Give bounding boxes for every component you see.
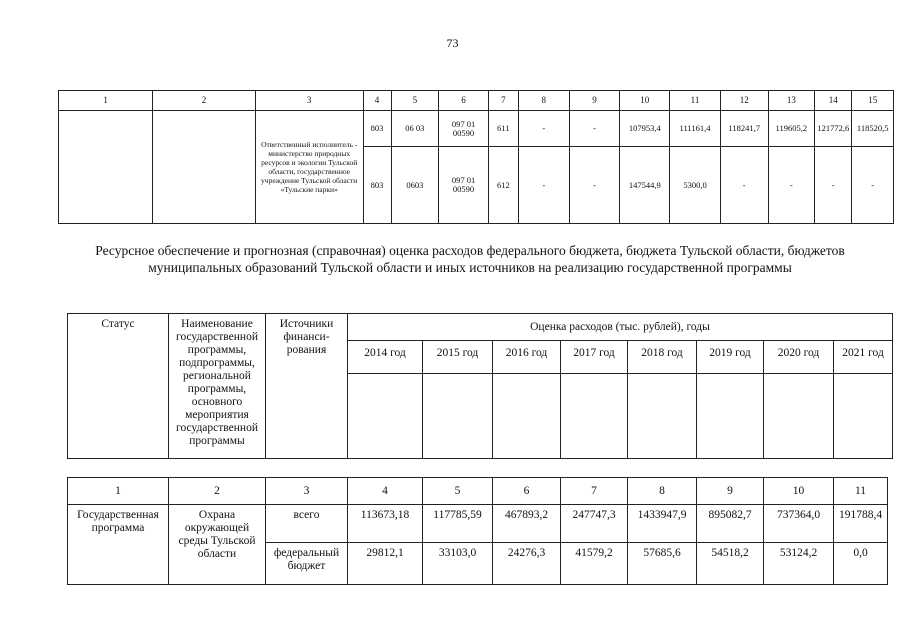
header-cell: 5 bbox=[391, 91, 439, 111]
header-row bbox=[68, 314, 893, 341]
header-cell: 9 bbox=[569, 91, 620, 111]
year-header: 2018 год bbox=[628, 341, 697, 374]
table-cell: 0603 bbox=[391, 147, 439, 224]
year-header: 2019 год bbox=[697, 341, 764, 374]
index-cell: 5 bbox=[423, 478, 493, 505]
header-cell: 10 bbox=[620, 91, 670, 111]
year-header: 2015 год bbox=[423, 341, 493, 374]
table-cell: 107953,4 bbox=[620, 111, 670, 147]
index-cell: 1 bbox=[68, 478, 169, 505]
table-cell: 611 bbox=[488, 111, 518, 147]
index-cell: 4 bbox=[348, 478, 423, 505]
empty-cell bbox=[834, 374, 893, 459]
header-cell: 12 bbox=[720, 91, 768, 111]
index-cell: 2 bbox=[169, 478, 266, 505]
table-cell: 41579,2 bbox=[561, 543, 628, 585]
year-header: 2021 год bbox=[834, 341, 893, 374]
status-header: Статус bbox=[68, 314, 169, 459]
table-cell: 5300,0 bbox=[670, 147, 721, 224]
empty-cell bbox=[493, 374, 561, 459]
header-cell: 8 bbox=[518, 91, 569, 111]
table-cell: - bbox=[569, 111, 620, 147]
table-cell: 113673,18 bbox=[348, 505, 423, 543]
year-header: 2014 год bbox=[348, 341, 423, 374]
table-cell: 191788,4 bbox=[834, 505, 888, 543]
estimate-header: Оценка расходов (тыс. рублей), годы bbox=[348, 314, 893, 341]
empty-cell bbox=[561, 374, 628, 459]
header-row bbox=[59, 91, 894, 111]
index-row bbox=[68, 478, 888, 505]
table-cell: 467893,2 bbox=[493, 505, 561, 543]
table-cell: 895082,7 bbox=[697, 505, 764, 543]
year-header: 2017 год bbox=[561, 341, 628, 374]
name-header: Наименование государственной программы, подпрограммы, региональной программы, основного мероприятия государственной программы bbox=[169, 314, 266, 459]
header-cell: 3 bbox=[255, 91, 363, 111]
appendix-table-top bbox=[58, 90, 894, 224]
source-header: Источники финанси-рования bbox=[266, 314, 348, 459]
table-cell: - bbox=[720, 147, 768, 224]
table-cell: 24276,3 bbox=[493, 543, 561, 585]
resource-table-header bbox=[67, 313, 893, 459]
year-header: 2020 год bbox=[764, 341, 834, 374]
resource-table-body bbox=[67, 477, 888, 585]
index-cell: 6 bbox=[493, 478, 561, 505]
table-cell: 118520,5 bbox=[852, 111, 894, 147]
funding-source: всего bbox=[266, 505, 348, 543]
responsible-executor: Ответственный исполнитель - министерство природных ресурсов и экологии Тульской области, государственное учреждение Тульской области «Тульские парки» bbox=[255, 111, 363, 224]
index-cell: 10 bbox=[764, 478, 834, 505]
header-cell: 2 bbox=[153, 91, 256, 111]
table-cell: - bbox=[569, 147, 620, 224]
table-cell: - bbox=[518, 147, 569, 224]
table-cell: 119605,2 bbox=[768, 111, 815, 147]
page-number: 73 bbox=[446, 36, 459, 50]
header-cell: 1 bbox=[59, 91, 153, 111]
table-row bbox=[59, 111, 894, 147]
header-cell: 4 bbox=[363, 91, 391, 111]
table-cell: 1433947,9 bbox=[628, 505, 697, 543]
table-cell: 53124,2 bbox=[764, 543, 834, 585]
index-cell: 3 bbox=[266, 478, 348, 505]
year-header: 2016 год bbox=[493, 341, 561, 374]
header-cell: 6 bbox=[439, 91, 489, 111]
index-cell: 7 bbox=[561, 478, 628, 505]
table-row bbox=[68, 505, 888, 543]
table-cell: 803 bbox=[363, 147, 391, 224]
table-cell: - bbox=[518, 111, 569, 147]
program-status: Государственная программа bbox=[68, 505, 169, 585]
program-name: Охрана окружающей среды Тульской области bbox=[169, 505, 266, 585]
index-cell: 11 bbox=[834, 478, 888, 505]
table-cell: - bbox=[815, 147, 852, 224]
header-cell: 15 bbox=[852, 91, 894, 111]
table-cell: 097 01 00590 bbox=[439, 111, 489, 147]
table-cell: 33103,0 bbox=[423, 543, 493, 585]
funding-source: федеральный бюджет bbox=[266, 543, 348, 585]
table-cell: 612 bbox=[488, 147, 518, 224]
section-title: Ресурсное обеспечение и прогнозная (справочная) оценка расходов федерального бюджета, бюджета Тульской области, бюджетов муниципальных образований Тульской области и иных источников на реализацию государственной программы bbox=[95, 243, 845, 275]
table-cell: - bbox=[852, 147, 894, 224]
table-cell: 54518,2 bbox=[697, 543, 764, 585]
header-cell: 14 bbox=[815, 91, 852, 111]
table-cell: 57685,6 bbox=[628, 543, 697, 585]
table-cell: 247747,3 bbox=[561, 505, 628, 543]
empty-cell bbox=[764, 374, 834, 459]
empty-cell bbox=[348, 374, 423, 459]
empty-cell bbox=[423, 374, 493, 459]
header-cell: 7 bbox=[488, 91, 518, 111]
table-cell: 147544,9 bbox=[620, 147, 670, 224]
table-cell: 737364,0 bbox=[764, 505, 834, 543]
table-cell: 097 01 00590 bbox=[439, 147, 489, 224]
empty-cell bbox=[628, 374, 697, 459]
table-cell: 06 03 bbox=[391, 111, 439, 147]
table-cell: 0,0 bbox=[834, 543, 888, 585]
table-cell: 803 bbox=[363, 111, 391, 147]
table-cell: 29812,1 bbox=[348, 543, 423, 585]
empty-cell bbox=[697, 374, 764, 459]
empty-cell bbox=[153, 111, 256, 224]
index-cell: 9 bbox=[697, 478, 764, 505]
table-cell: 121772,6 bbox=[815, 111, 852, 147]
table-cell: 118241,7 bbox=[720, 111, 768, 147]
header-cell: 11 bbox=[670, 91, 721, 111]
table-cell: 117785,59 bbox=[423, 505, 493, 543]
header-cell: 13 bbox=[768, 91, 815, 111]
index-cell: 8 bbox=[628, 478, 697, 505]
table-cell: - bbox=[768, 147, 815, 224]
empty-cell bbox=[59, 111, 153, 224]
table-cell: 111161,4 bbox=[670, 111, 721, 147]
